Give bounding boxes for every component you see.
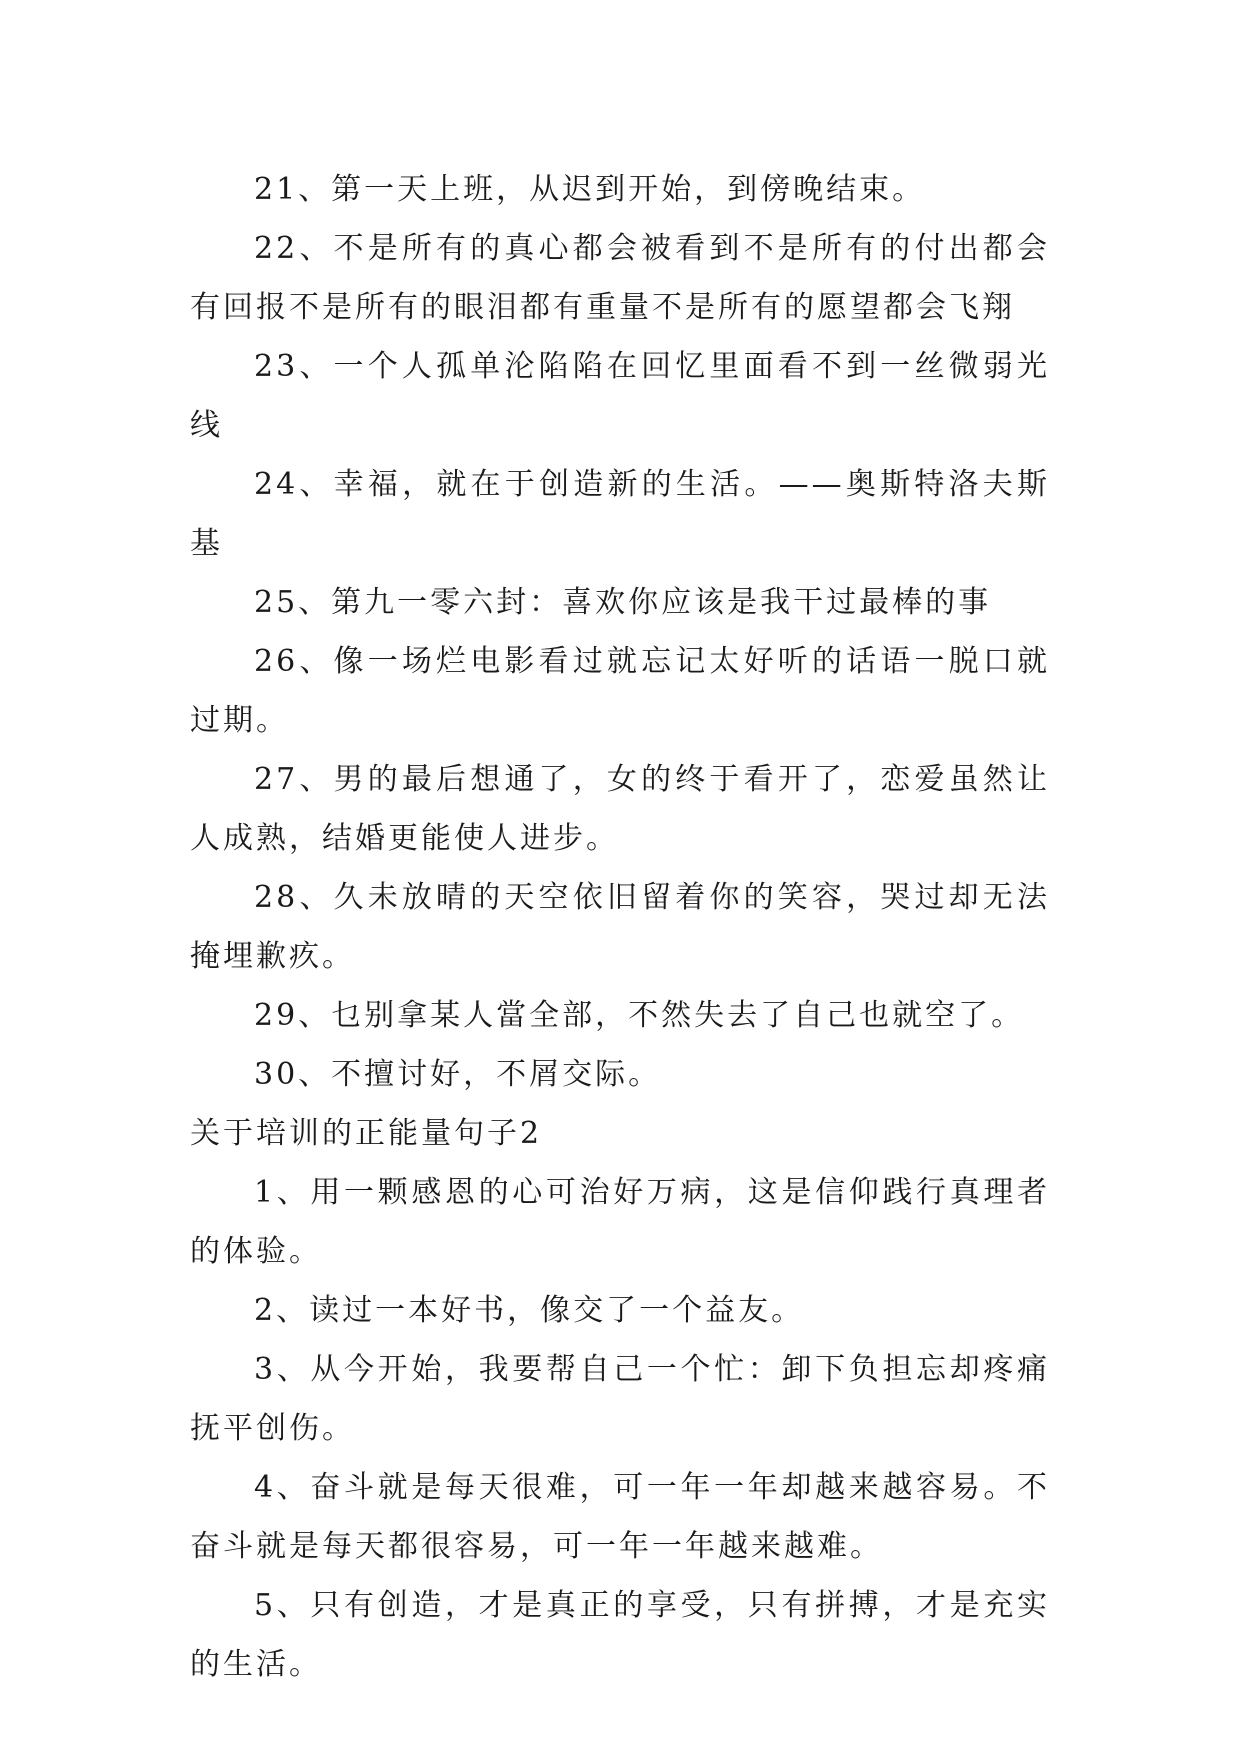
list-item: 5、只有创造，才是真正的享受，只有拼搏，才是充实的生活。 bbox=[190, 1588, 1050, 1682]
section-title: 关于培训的正能量句子2 bbox=[190, 1116, 543, 1151]
list-item: 3、从今开始，我要帮自己一个忙：卸下负担忘却疼痛抚平创伤。 bbox=[190, 1352, 1050, 1446]
list-item: 1、用一颗感恩的心可治好万病，这是信仰践行真理者的体验。 bbox=[190, 1175, 1050, 1269]
document-body bbox=[190, 160, 1050, 1694]
list-item: 28、久未放晴的天空依旧留着你的笑容，哭过却无法掩埋歉疚。 bbox=[190, 880, 1050, 974]
list-item: 26、像一场烂电影看过就忘记太好听的话语一脱口就过期。 bbox=[190, 644, 1050, 738]
list-item: 30、不擅讨好，不屑交际。 bbox=[254, 1057, 662, 1092]
list-item: 29、乜别拿某人當全部，不然失去了自己也就空了。 bbox=[254, 998, 1025, 1033]
list-item: 25、第九一零六封：喜欢你应该是我干过最棒的事 bbox=[254, 585, 992, 620]
list-item: 27、男的最后想通了，女的终于看开了，恋爱虽然让人成熟，结婚更能使人进步。 bbox=[190, 762, 1050, 856]
list-item: 21、第一天上班，从迟到开始，到傍晚结束。 bbox=[254, 172, 926, 207]
list-item: 4、奋斗就是每天很难，可一年一年却越来越容易。不奋斗就是每天都很容易，可一年一年越来越难。 bbox=[190, 1470, 1050, 1564]
list-item: 24、幸福，就在于创造新的生活。——奥斯特洛夫斯基 bbox=[190, 467, 1050, 561]
list-item: 22、不是所有的真心都会被看到不是所有的付出都会有回报不是所有的眼泪都有重量不是所有的愿望都会飞翔 bbox=[190, 231, 1050, 325]
list-item: 2、读过一本好书，像交了一个益友。 bbox=[254, 1293, 805, 1328]
list-item: 23、一个人孤单沦陷陷在回忆里面看不到一丝微弱光线 bbox=[190, 349, 1050, 443]
